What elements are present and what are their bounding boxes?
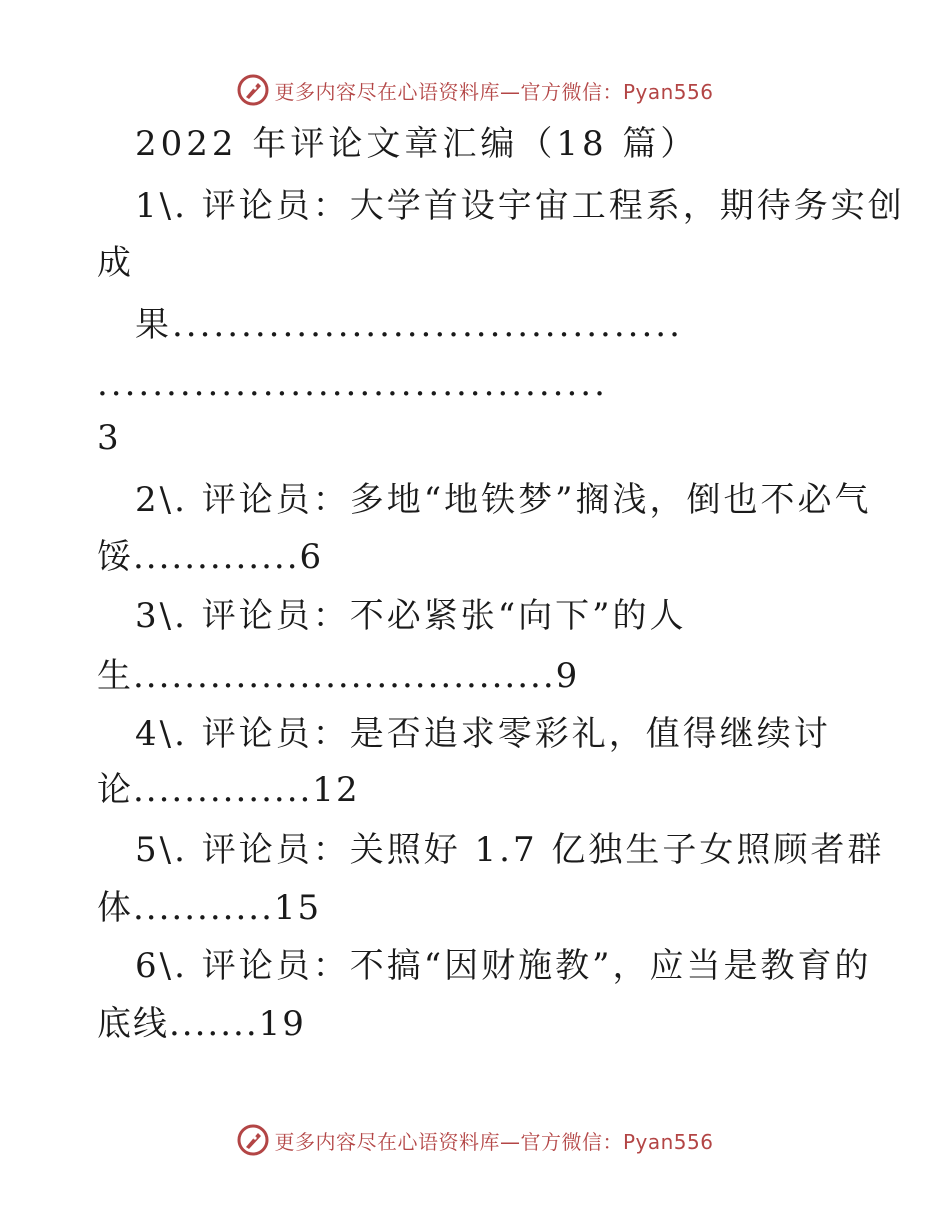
toc-item-1-line-1: 1\. 评论员：大学首设宇宙工程系，期待务实创 (135, 186, 905, 226)
watermark-text: 更多内容尽在心语资料库—官方微信：Pyan556 (274, 79, 714, 104)
toc-item-1-line-3: 果..................................... (135, 305, 683, 345)
toc-item-4-line-1: 4\. 评论员：是否追求零彩礼，值得继续讨 (135, 714, 831, 754)
toc-item-3-line-1: 3\. 评论员：不必紧张“向下”的人 (135, 596, 687, 636)
toc-item-2-line-1: 2\. 评论员：多地“地铁梦”搁浅，倒也不必气 (135, 480, 872, 520)
toc-item-1-line-2: 成 (97, 243, 133, 283)
pen-nib-circle-icon (236, 1123, 270, 1157)
watermark-text: 更多内容尽在心语资料库—官方微信：Pyan556 (274, 1129, 714, 1154)
pen-nib-circle-icon (236, 73, 270, 107)
toc-item-6-line-2: 底线.......19 (97, 1004, 306, 1044)
toc-item-4-line-2: 论..............12 (97, 770, 360, 810)
toc-item-3-line-2: 生.................................9 (97, 656, 580, 696)
toc-item-1-line-4: ..................................... (97, 364, 608, 404)
toc-item-6-line-1: 6\. 评论员：不搞“因财施教”，应当是教育的 (135, 946, 872, 986)
document-title: 2022 年评论文章汇编（18 篇） (135, 124, 699, 164)
header-watermark-banner (0, 70, 950, 110)
toc-item-5-line-2: 体...........15 (97, 888, 322, 928)
toc-item-2-line-2: 馁.............6 (97, 537, 324, 577)
toc-item-5-line-1: 5\. 评论员：关照好 1.7 亿独生子女照顾者群 (135, 830, 885, 870)
toc-item-1-page-number: 3 (97, 418, 121, 458)
footer-watermark-banner (0, 1120, 950, 1160)
